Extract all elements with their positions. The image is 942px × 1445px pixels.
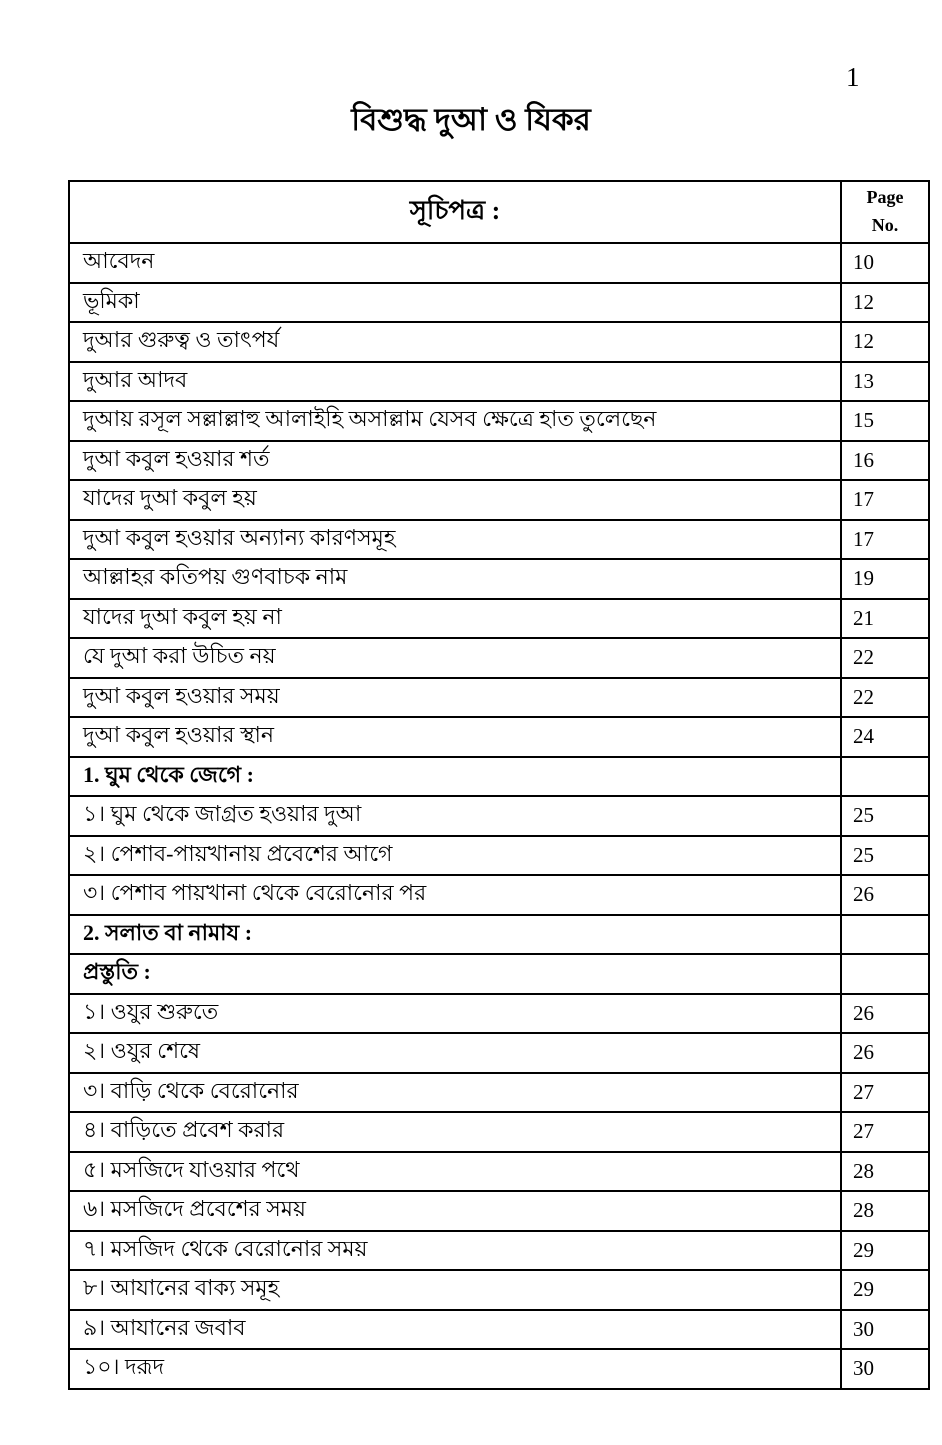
toc-row-page (841, 915, 929, 955)
toc-row-page: 26 (841, 875, 929, 915)
toc-row-page: 30 (841, 1310, 929, 1350)
toc-row-label: ৮। আযানের বাক্য সমূহ (69, 1270, 841, 1310)
toc-row (69, 1073, 929, 1113)
toc-table (68, 180, 930, 1390)
toc-row (69, 401, 929, 441)
toc-row-label: যাদের দুআ কবুল হয় না (69, 599, 841, 639)
toc-row-page: 26 (841, 994, 929, 1034)
toc-row-label: দুআ কবুল হওয়ার অন্যান্য কারণসমূহ (69, 520, 841, 560)
toc-row-label: দুআ কবুল হওয়ার সময় (69, 678, 841, 718)
toc-row-page: 21 (841, 599, 929, 639)
toc-row-page: 30 (841, 1349, 929, 1389)
toc-row-page: 10 (841, 243, 929, 283)
toc-header-row (69, 181, 929, 243)
toc-row (69, 1152, 929, 1192)
toc-row-label: ৫। মসজিদে যাওয়ার পথে (69, 1152, 841, 1192)
toc-row-page: 13 (841, 362, 929, 402)
toc-row-label: আল্লাহর কতিপয় গুণবাচক নাম (69, 559, 841, 599)
toc-row-label: যে দুআ করা উচিত নয় (69, 638, 841, 678)
toc-row-page: 22 (841, 678, 929, 718)
toc-row-page: 12 (841, 283, 929, 323)
toc-row-label: ৩। পেশাব পায়খানা থেকে বেরোনোর পর (69, 875, 841, 915)
toc-row-label: 2. সলাত বা নামায : (69, 915, 841, 955)
page-number: 1 (846, 62, 860, 92)
toc-row (69, 362, 929, 402)
toc-row (69, 520, 929, 560)
toc-row-label: ৪। বাড়িতে প্রবেশ করার (69, 1112, 841, 1152)
toc-row (69, 1310, 929, 1350)
toc-row-page: 29 (841, 1231, 929, 1271)
toc-body (69, 243, 929, 1389)
toc-row-label: দুআ কবুল হওয়ার শর্ত (69, 441, 841, 481)
toc-row (69, 638, 929, 678)
toc-row-page: 22 (841, 638, 929, 678)
toc-row-label: ২। ওযুর শেষে (69, 1033, 841, 1073)
toc-row (69, 875, 929, 915)
toc-row-page: 28 (841, 1152, 929, 1192)
toc-row (69, 559, 929, 599)
toc-row (69, 717, 929, 757)
toc-row (69, 441, 929, 481)
toc-row-page: 16 (841, 441, 929, 481)
toc-row (69, 915, 929, 955)
toc-row-label: যাদের দুআ কবুল হয় (69, 480, 841, 520)
doc-title: বিশুদ্ধ দুআ ও যিকর (351, 102, 591, 137)
toc-row-page: 26 (841, 1033, 929, 1073)
toc-row (69, 1349, 929, 1389)
toc-row-page: 17 (841, 520, 929, 560)
toc-row (69, 243, 929, 283)
toc-row-page: 29 (841, 1270, 929, 1310)
toc-row (69, 599, 929, 639)
toc-row (69, 480, 929, 520)
toc-row-label: দুআর গুরুত্ব ও তাৎপর্য (69, 322, 841, 362)
toc-row (69, 1033, 929, 1073)
toc-row-page: 27 (841, 1073, 929, 1113)
toc-row-label: ৩। বাড়ি থেকে বেরোনোর (69, 1073, 841, 1113)
toc-row (69, 1112, 929, 1152)
toc-row-page: 15 (841, 401, 929, 441)
toc-row (69, 757, 929, 797)
toc-header-title: সূচিপত্র : (69, 181, 841, 243)
toc-row-label: ভূমিকা (69, 283, 841, 323)
toc-row-label: দুআর আদব (69, 362, 841, 402)
toc-row (69, 283, 929, 323)
toc-row-page: 28 (841, 1191, 929, 1231)
page-column-header (841, 181, 929, 243)
toc-row-page: 19 (841, 559, 929, 599)
toc-row (69, 796, 929, 836)
page-column-header-line2: No. (871, 215, 899, 235)
toc-row-label: 1. ঘুম থেকে জেগে : (69, 757, 841, 797)
toc-row-label: ১। ওযুর শুরুতে (69, 994, 841, 1034)
toc-row-label: ১। ঘুম থেকে জাগ্রত হওয়ার দুআ (69, 796, 841, 836)
toc-row-label: ১০। দরূদ (69, 1349, 841, 1389)
toc-row-label: ২। পেশাব-পায়খানায় প্রবেশের আগে (69, 836, 841, 876)
toc-row (69, 322, 929, 362)
toc-row-label: প্রস্তুতি : (69, 954, 841, 994)
toc-row-page: 25 (841, 836, 929, 876)
toc-row (69, 1270, 929, 1310)
toc-row-page: 12 (841, 322, 929, 362)
toc-row-label: ৯। আযানের জবাব (69, 1310, 841, 1350)
toc-row-label: দুআ কবুল হওয়ার স্থান (69, 717, 841, 757)
toc-row-page (841, 954, 929, 994)
toc-row-page: 24 (841, 717, 929, 757)
toc-row-page: 25 (841, 796, 929, 836)
toc-row-page (841, 757, 929, 797)
toc-row-label: ৭। মসজিদ থেকে বেরোনোর সময় (69, 1231, 841, 1271)
toc-row (69, 836, 929, 876)
toc-row-label: দুআয় রসূল সল্লাল্লাহু আলাইহি অসাল্লাম যেসব ক্ষেত্রে হাত তুলেছেন (69, 401, 841, 441)
toc-row-label: ৬। মসজিদে প্রবেশের সময় (69, 1191, 841, 1231)
toc-row (69, 1231, 929, 1271)
toc-row-page: 17 (841, 480, 929, 520)
toc-row (69, 678, 929, 718)
toc-row (69, 994, 929, 1034)
toc-row-page: 27 (841, 1112, 929, 1152)
toc-row (69, 954, 929, 994)
page-column-header-line1: Page (866, 187, 904, 208)
toc-row-label: আবেদন (69, 243, 841, 283)
toc-row (69, 1191, 929, 1231)
